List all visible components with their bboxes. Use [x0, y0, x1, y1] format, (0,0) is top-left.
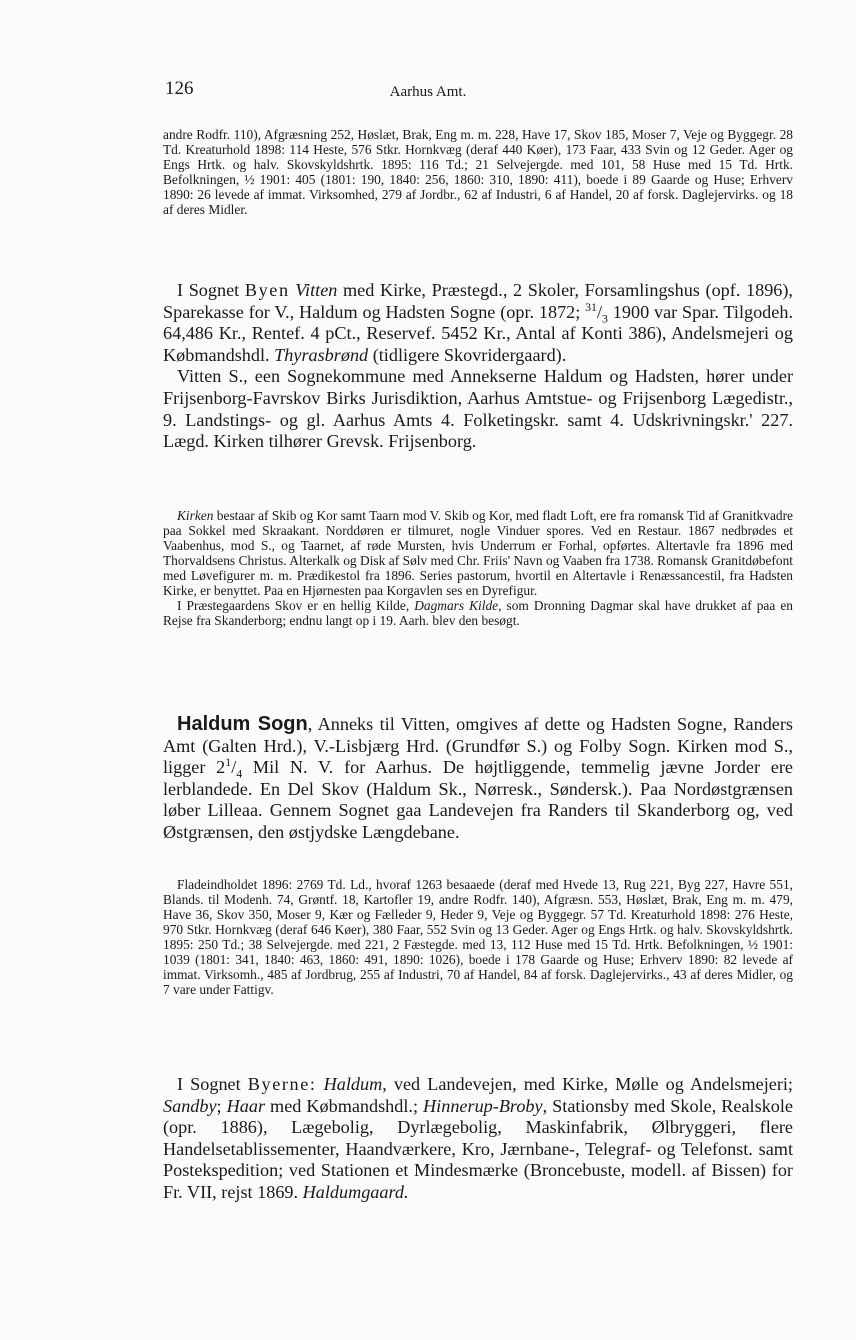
body-text: , ved Landevejen, med Kirke, Mølle og Andelsmejeri;	[382, 1074, 793, 1094]
body-text: , Anneks til Vitten, omgives af dette og Hadsten Sogne, Randers Amt (Galten Hrd.), V.-Lisbjærg Hrd. (Grundfør S.) og Folby Sogn. Kirken mod S., ligger 2	[163, 714, 793, 778]
haldum-villages-section	[163, 1074, 793, 1204]
place-haar: Haar	[226, 1095, 266, 1116]
church-paragraph	[163, 508, 793, 598]
haldum-villages-paragraph	[163, 1074, 793, 1204]
fraction-denominator: 4	[236, 766, 243, 781]
spring-paragraph	[163, 598, 793, 628]
fraction-numerator: 1	[225, 755, 232, 770]
running-head: Aarhus Amt.	[389, 84, 467, 100]
body-text: Mil N. V. for Aarhus. De højtliggende, temmelig jævne Jorder ere lerblandede. En Del Skov (Haldum Sk., Nørresk., Søndersk.). Paa Nordøstgrænsen løber Lilleaa. Gennem Sognet gaa Landevejen fra Randers til Skanderborg og, ved Østgrænsen, den østjydske Længdebane.	[163, 757, 793, 842]
place-sandby: Sandby	[163, 1095, 217, 1116]
body-text: ;	[216, 1095, 227, 1116]
haldum-section	[163, 714, 793, 844]
body-text: med Kirke, Præstegd., 2 Skoler, Forsamlingshus (opf. 1896), Sparekasse for V., Haldum og Hadsten Sogne (opr. 1872;	[163, 280, 793, 322]
body-text: , Stationsby med Skole, Realskole (opr. 1886), Lægebolig, Dyrlægebolig, Maskinfabrik, Ølbryggeri, flere Handelsetablissementer, Haandværkere, Kro, Jærnbane-, Telegraf- og Telefonst. samt Postekspedition; ved Stationen et Mindesmærke (Broncebuste, modell. af Bissen) for Fr. VII, rejst 1869.	[163, 1095, 794, 1202]
page-number: 126	[165, 78, 194, 99]
place-thyrasbrond: Thyrasbrønd	[274, 344, 369, 365]
place-hinnerup-broby: Hinnerup-Broby	[423, 1095, 543, 1116]
spaced-word: Byerne:	[247, 1074, 317, 1094]
vitten-parish-paragraph: Vitten S., een Sognekommune med Annekserne Haldum og Hadsten, hører under Frijsenborg-Favrskov Birks Jurisdiktion, Aarhus Amtstue- og Frijsenborg Lægedistr., 9. Landstings- og gl. Aarhus Amts 4. Folketingskr. samt 4. Udskrivningskr.' 227. Lægd. Kirken tilhører Grevsk. Frijsenborg.	[163, 366, 793, 452]
fraction-denominator: 3	[602, 311, 608, 326]
haldum-heading: Haldum Sogn	[177, 713, 308, 735]
vitten-statistics	[163, 127, 793, 217]
spring-name: Dagmars Kilde	[414, 598, 499, 613]
body-text: (tidligere Skovridergaard).	[368, 344, 567, 365]
vitten-stats-paragraph: andre Rodfr. 110), Afgræsning 252, Høslæt, Brak, Eng m. m. 228, Have 17, Skov 185, Moser 7, Veje og Byggegr. 28 Td. Kreaturhold 1898: 114 Heste, 576 Stkr. Hornkvæg (deraf 440 Køer), 173 Faar, 433 Svin og 12 Geder. Ager og Engs Hrtk. og halv. Skovskyldshrtk. 1895: 116 Td.; 21 Selvejergde. med 101, 58 Huse med 15 Td. Hrtk. Befolkningen, ½ 1901: 405 (1801: 190, 1840: 256, 1860: 310, 1890: 411), boede i 89 Gaarde og Huse; Erhverv 1890: 26 levede af immat. Virksomhed, 279 af Jordbr., 62 af Industri, 6 af Handel, 20 af forsk. Daglejervirks. og 18 af deres Midler.	[163, 127, 793, 217]
body-text: med Købmandshdl.;	[265, 1095, 424, 1116]
vitten-town-paragraph: I Sognet Byen Vitten med Kirke, Præstegd., 2 Skoler, Forsamlingshus (opf. 1896), Sparekasse for V., Haldum og Hadsten Sogne (opr. 1872; $^{31}/_3$ 1900 var Spar. Tilgodeh. 64,486 Kr., Rentef. 4 pCt., Reservef. 5452 Kr., Antal af Konti 386), Andelsmejeri og Købmandshdl. Thyrasbrønd (tidligere Skovridergaard).	[163, 280, 793, 365]
lead-text: I Sognet	[177, 280, 245, 300]
place-vitten: Vitten	[295, 280, 338, 300]
church-section	[163, 508, 793, 628]
church-text: bestaar af Skib og Kor samt Taarn mod V. Skib og Kor, med fladt Loft, ere fra romansk Tid af Granitkvadre paa Sokkel med Skraakant. Norddøren er tilmuret, nogle Vinduer spores. Ved en Restaur. 1867 nedbrødes et Vaabenhus, mod S., og Taarnet, af røde Mursten, hvis Underrum er Forhal, opførtes. Altertavle fra 1896 med Thorvaldsens Christus. Alterkalk og Disk af Sølv med Chr. Friis' Navn og Vaaben fra 1738. Romansk Granitdøbefont med Løvefigurer m. m. Prædikestol fra 1896. Series pastorum, hvortil en Altertavle i Renæssancestil, fra Hadsten Kirke, er benyttet. Paa en Hjørnesten paa Korgavlen ses en Dyrefigur.	[163, 508, 793, 598]
body-text: 1900 var Spar. Tilgodeh. 64,486 Kr., Rentef. 4 pCt., Reservef. 5452 Kr., Antal af Konti 386), Andelsmejeri og Købmandshdl.	[163, 301, 793, 365]
spaced-word: Byen	[244, 280, 290, 300]
spring-text: I Præstegaardens Skov er en hellig Kilde,	[177, 598, 415, 613]
place-haldumgaard: Haldumgaard.	[302, 1181, 409, 1202]
vitten-town-section	[163, 280, 793, 453]
lead-text: I Sognet	[177, 1074, 248, 1094]
church-label: Kirken	[177, 508, 214, 523]
haldum-statistics	[163, 877, 793, 997]
spring-text: , som Dronning Dagmar skal have drukket af paa en Rejse fra Skanderborg; endnu langt op i 19. Aarh. blev den besøgt.	[163, 598, 793, 628]
fraction-numerator: 31	[585, 299, 597, 314]
haldum-paragraph: Haldum Sogn, Anneks til Vitten, omgives af dette og Hadsten Sogne, Randers Amt (Galten Hrd.), V.-Lisbjærg Hrd. (Grundfør S.) og Folby Sogn. Kirken mod S., ligger $2^1/_4$ Mil N. V. for Aarhus. De højtliggende, temmelig jævne Jorder ere lerblandede. En Del Skov (Haldum Sk., Nørresk., Søndersk.). Paa Nordøstgrænsen løber Lilleaa. Gennem Sognet gaa Landevejen fra Randers til Skanderborg og, ved Østgrænsen, den østjydske Længdebane.	[163, 713, 793, 842]
place-haldum: Haldum	[323, 1074, 383, 1094]
haldum-stats-paragraph: Fladeindholdet 1896: 2769 Td. Ld., hvoraf 1263 besaaede (deraf med Hvede 13, Rug 221, Byg 227, Havre 551, Blands. til Modenh. 74, Grøntf. 18, Kartofler 19, andre Rodfr. 140), Afgræsn. 553, Høslæt, Brak, Eng m. m. 479, Have 36, Skov 350, Moser 9, Kær og Fælleder 9, Heder 9, Veje og Byggegr. 57 Td. Kreaturhold 1898: 276 Heste, 970 Stkr. Hornkvæg (deraf 646 Køer), 380 Faar, 552 Svin og 13 Geder. Ager og Engs Hrtk. og halv. Skovskyldshrtk. 1895: 250 Td.; 38 Selvejergde. med 221, 2 Fæstegde. med 13, 112 Huse med 15 Td. Hrtk. Befolkningen, ½ 1901: 1039 (1801: 341, 1840: 463, 1860: 491, 1890: 1026), boede i 178 Gaarde og Huse; Erhverv 1890: 82 levede af immat. Virksomh., 485 af Jordbrug, 255 af Industri, 70 af Handel, 84 af forsk. Daglejervirks., 43 af deres Midler, og 7 vare under Fattigv.	[163, 877, 793, 997]
